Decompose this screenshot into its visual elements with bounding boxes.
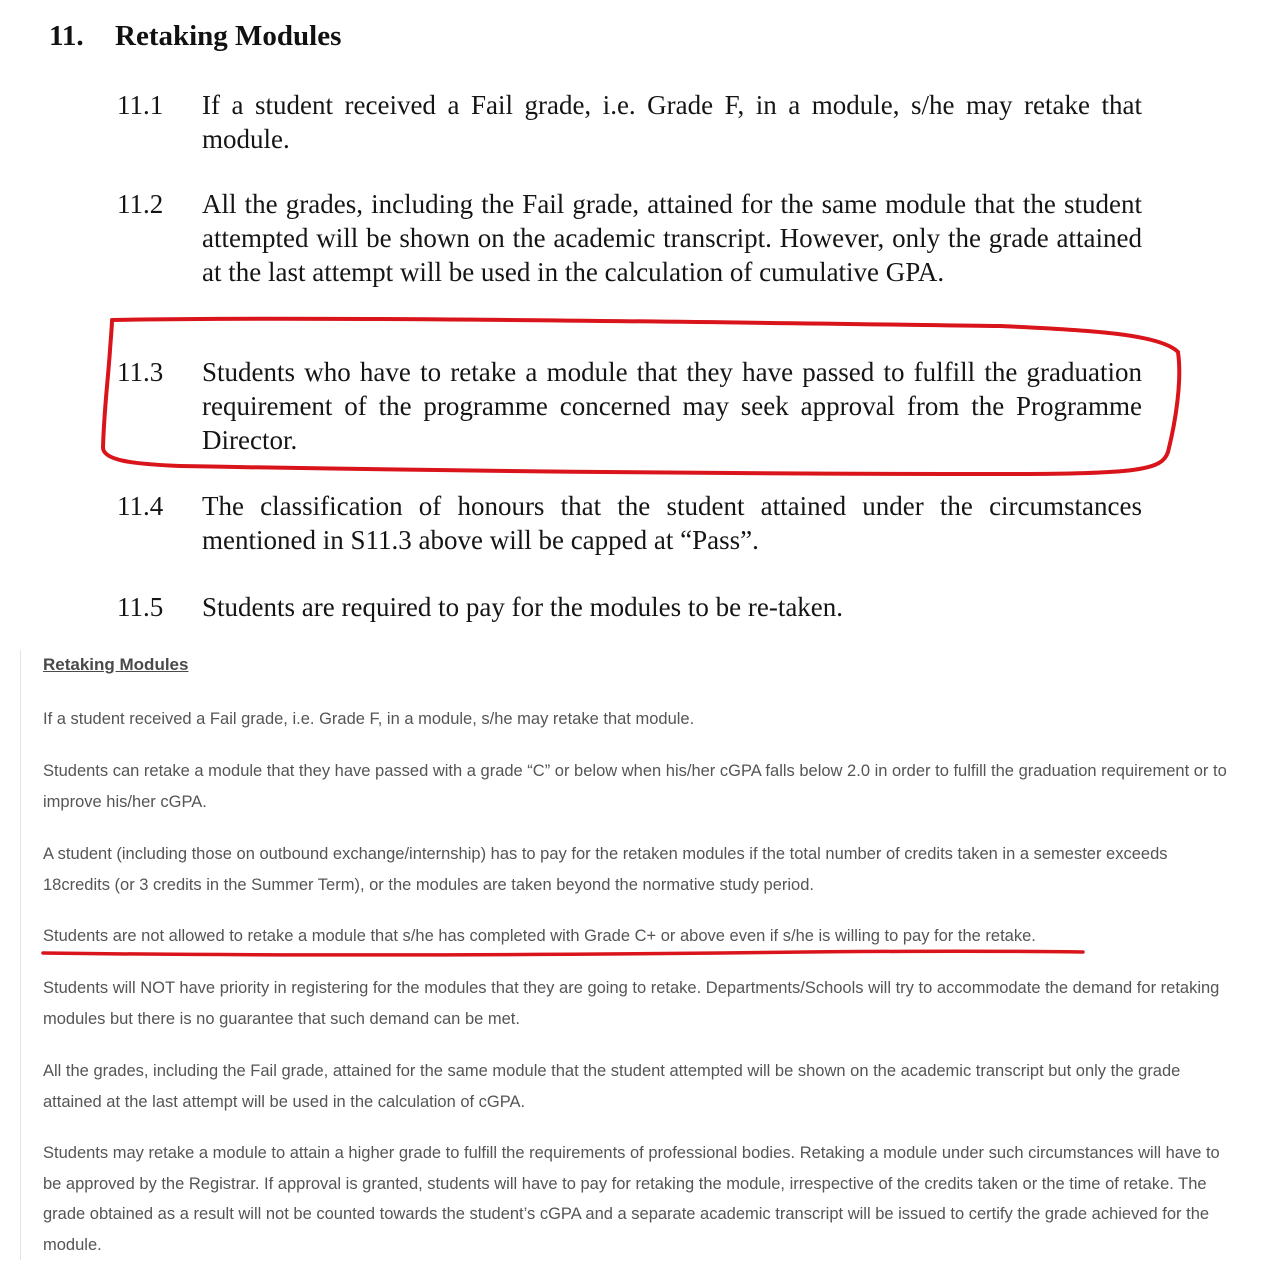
section-number: 11.: [49, 20, 84, 52]
clause-text: The classification of honours that the student attained under the circumstances mentioned in S11.3 above will be capped at “Pass”.: [202, 491, 1142, 555]
clause-number: 11.4: [117, 491, 164, 521]
web-heading: Retaking Modules: [43, 655, 189, 674]
clause-number: 11.1: [117, 90, 164, 120]
web-paragraph-highlighted: Students are not allowed to retake a module that s/he has completed with Grade C+ or above even if s/he is willing to pay for the retake.: [43, 927, 1036, 945]
web-paragraph: Students may retake a module to attain a higher grade to fulfill the requirements of professional bodies. Retaking a module under such circumstances will have to be approved by the Registrar. If approval is granted, students will have to pay for retaking the module, irrespective of the credits taken or the time of retake. The grade obtained as a result will not be counted towards the student’s cGPA and a separate academic transcript will be issued to certify the grade achieved for the module.: [43, 1144, 1220, 1254]
regulation-document: [0, 0, 1280, 632]
web-page-excerpt: [20, 650, 1261, 1260]
section-title: Retaking Modules: [115, 20, 342, 52]
web-paragraph: Students can retake a module that they have passed with a grade “C” or below when his/her cGPA falls below 2.0 in order to fulfill the graduation requirement or to improve his/her cGPA.: [43, 762, 1227, 811]
clause-number: 11.5: [117, 592, 164, 622]
web-paragraph: Students will NOT have priority in registering for the modules that they are going to retake. Departments/Schools will try to accommodate the demand for retaking modules but there is no guarantee that such demand can be met.: [43, 979, 1220, 1028]
clause-text: Students who have to retake a module that they have passed to fulfill the graduation requirement of the programme concerned may seek approval from the Programme Director.: [202, 357, 1142, 455]
clause-text: Students are required to pay for the modules to be re-taken.: [202, 592, 844, 622]
clause-number: 11.2: [117, 189, 164, 219]
web-paragraph: A student (including those on outbound exchange/internship) has to pay for the retaken modules if the total number of credits taken in a semester exceeds 18credits (or 3 credits in the Summer Term), or the modules are taken beyond the normative study period.: [43, 845, 1168, 894]
clause-text: If a student received a Fail grade, i.e. Grade F, in a module, s/he may retake that module.: [202, 90, 1142, 154]
clause-number: 11.3: [117, 357, 164, 387]
web-paragraph: All the grades, including the Fail grade, attained for the same module that the student attempted will be shown on the academic transcript but only the grade attained at the last attempt will be used in the calculation of cGPA.: [43, 1062, 1181, 1111]
web-paragraph: If a student received a Fail grade, i.e. Grade F, in a module, s/he may retake that module.: [43, 710, 695, 728]
collage-divider: [0, 632, 1280, 650]
clause-text: All the grades, including the Fail grade, attained for the same module that the student attempted will be shown on the academic transcript. However, only the grade attained at the last attempt will be used in the calculation of cumulative GPA.: [202, 189, 1142, 287]
